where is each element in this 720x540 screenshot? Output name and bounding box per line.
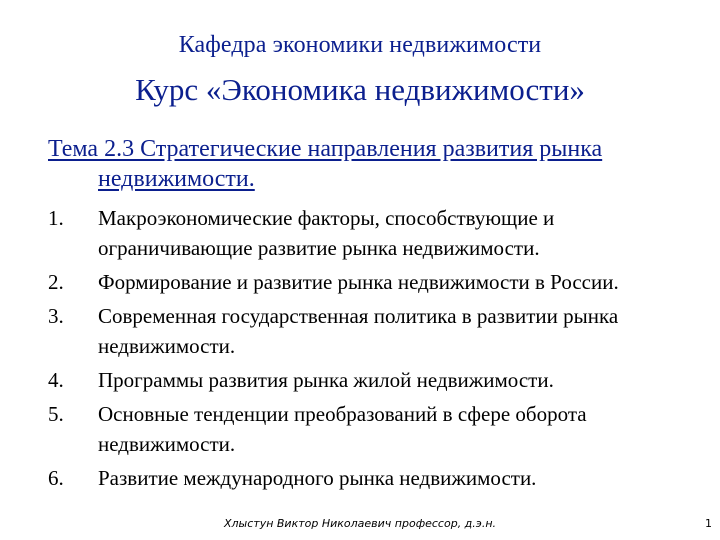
list-item xyxy=(48,203,712,263)
item-text: Макроэкономические факторы, способствующие и ограничивающие развитие рынка недвижимости. xyxy=(98,206,555,260)
item-number: 6. xyxy=(48,466,64,490)
item-text: Программы развития рынка жилой недвижимости. xyxy=(98,368,554,392)
footer-author: Хлыстун Виктор Николаевич профессор, д.э.н. xyxy=(223,517,497,530)
item-text: Основные тенденции преобразований в сфере оборота недвижимости. xyxy=(98,402,587,456)
item-number: 4. xyxy=(48,368,64,392)
item-number: 3. xyxy=(48,304,64,328)
department-title: Кафедра экономики недвижимости xyxy=(178,32,542,58)
item-text: Формирование и развитие рынка недвижимости в России. xyxy=(98,270,619,294)
list-item xyxy=(48,301,712,361)
list-item xyxy=(48,267,712,297)
item-text: Развитие международного рынка недвижимости. xyxy=(98,466,537,490)
item-text: Современная государственная политика в развитии рынка недвижимости. xyxy=(98,304,619,358)
list-item xyxy=(48,463,712,493)
course-title: Курс «Экономика недвижимости» xyxy=(135,72,585,107)
page-number: 1 xyxy=(705,517,712,530)
topic-heading: Тема 2.3 Стратегические направления развития рынка недвижимости. xyxy=(48,136,603,192)
item-number: 1. xyxy=(48,206,64,230)
item-number: 2. xyxy=(48,270,64,294)
list-item xyxy=(48,365,712,395)
list-item xyxy=(48,399,712,459)
item-number: 5. xyxy=(48,402,64,426)
topics-list xyxy=(48,203,712,497)
